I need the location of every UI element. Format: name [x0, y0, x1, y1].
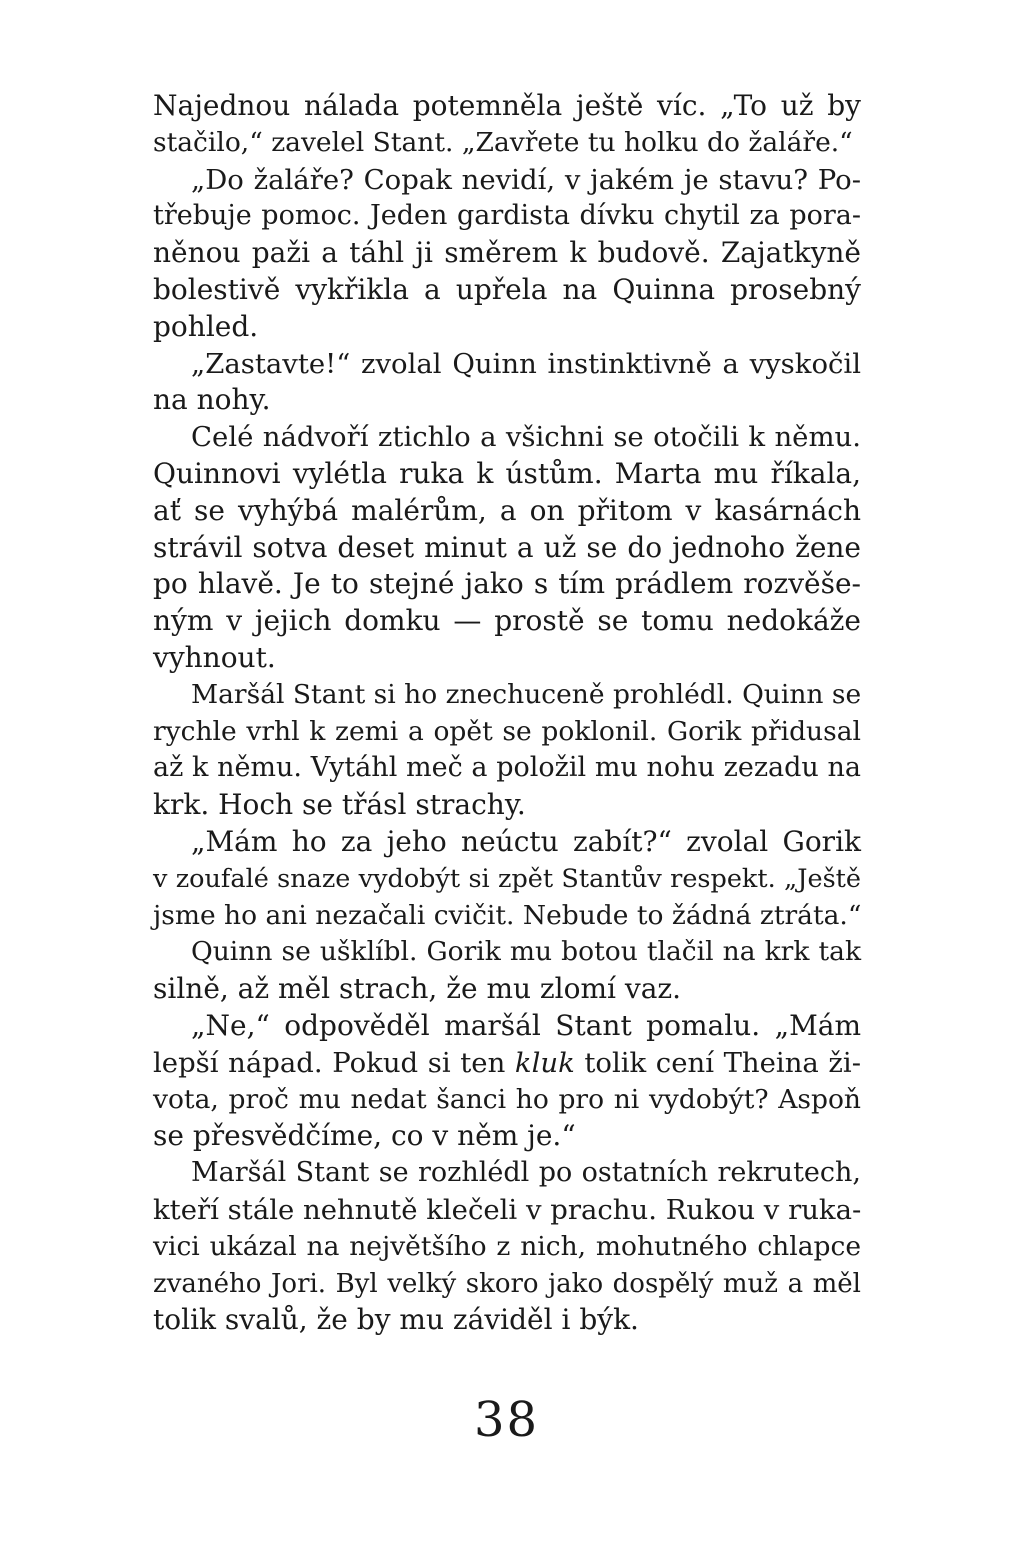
- text-line: „Zastavte!“ zvolal Quinn instinktivně a vyskočil: [191, 347, 861, 380]
- text-line: lepší nápad. Pokud si ten kluk tolik cení Theina ži-: [153, 1046, 861, 1079]
- paragraph: [153, 677, 861, 824]
- text-line: stačilo,“ zavelel Stant. „Zavřete tu holku do žaláře.“: [153, 126, 853, 158]
- text-line: krk. Hoch se třásl strachy.: [153, 788, 526, 822]
- paragraph: [153, 934, 861, 1008]
- text-line: ať se vyhýbá malérům, a on přitom v kasárnách: [153, 493, 861, 527]
- text-line: „Mám ho za jeho neúctu zabít?“ zvolal Gorik: [191, 824, 861, 858]
- text-line: strávil sotva deset minut a už se do jednoho žene: [153, 530, 861, 564]
- text-line: Najednou nálada potemněla ještě víc. „To už by: [153, 89, 861, 122]
- paragraph: [153, 1155, 861, 1339]
- text-line: Quinn se ušklíbl. Gorik mu botou tlačil na krk tak: [191, 936, 861, 968]
- text-line: se přesvědčíme, co v něm je.“: [153, 1119, 576, 1153]
- page-number: 38: [473, 1392, 540, 1448]
- text-line: jsme ho ani nezačali cvičit. Nebude to žádná ztráta.“: [153, 899, 862, 931]
- text-line: po hlavě. Je to stejné jako s tím prádlem rozvěše-: [153, 567, 861, 601]
- text-line: třebuje pomoc. Jeden gardista dívku chytil za pora-: [153, 200, 861, 232]
- text-line: silně, až měl strach, že mu zlomí vaz.: [153, 972, 682, 1006]
- text-line: vici ukázal na největšího z nich, mohutného chlapce: [153, 1230, 861, 1262]
- text-line: Quinnovi vylétla ruka k ústům. Marta mu říkala,: [153, 456, 861, 490]
- text-line: Maršál Stant si ho znechuceně prohlédl. Quinn se: [191, 678, 862, 710]
- text-line: ným v jejich domku — prostě se tomu nedokáže: [153, 604, 861, 638]
- text-line: rychle vrhl k zemi a opět se poklonil. Gorik přidusal: [153, 715, 861, 747]
- text-line: Celé nádvoří ztichlo a všichni se otočili k němu.: [191, 421, 861, 454]
- text-line: kteří stále nehnutě klečeli v prachu. Rukou v ruka-: [153, 1193, 862, 1226]
- text-line: „Do žaláře? Copak nevidí, v jakém je stavu? Po-: [191, 163, 861, 196]
- text-line: až k němu. Vytáhl meč a položil mu nohu zezadu na: [153, 752, 861, 784]
- text-line: něnou paži a táhl ji směrem k budově. Zajatkyně: [153, 236, 861, 270]
- text-line: zvaného Jori. Byl velký skoro jako dospělý muž a měl: [153, 1268, 861, 1299]
- text-line: tolik svalů, že by mu záviděl i býk.: [153, 1303, 639, 1337]
- emphasis: kluk: [514, 1046, 575, 1079]
- paragraph: [153, 824, 861, 934]
- paragraph: [153, 162, 861, 346]
- text-line: Maršál Stant se rozhlédl po ostatních rekrutech,: [191, 1157, 861, 1189]
- text-line: bolestivě vykřikla a upřela na Quinna prosebný: [153, 272, 861, 306]
- text-line: pohled.: [153, 309, 259, 343]
- paragraph: [153, 346, 861, 420]
- paragraph: [153, 1008, 861, 1155]
- text-line: vota, proč mu nedat šanci ho pro ni vydobýt? Aspoň: [153, 1083, 861, 1115]
- text-line: v zoufalé snaze vydobýt si zpět Stantův respekt. „Ještě: [153, 863, 861, 894]
- paragraph: [153, 419, 861, 677]
- body-text: [153, 88, 861, 1339]
- text-line: vyhnout.: [153, 640, 276, 674]
- paragraph: [153, 88, 861, 162]
- text-line: na nohy.: [153, 383, 271, 417]
- text-line: „Ne,“ odpověděl maršál Stant pomalu. „Mám: [191, 1008, 861, 1042]
